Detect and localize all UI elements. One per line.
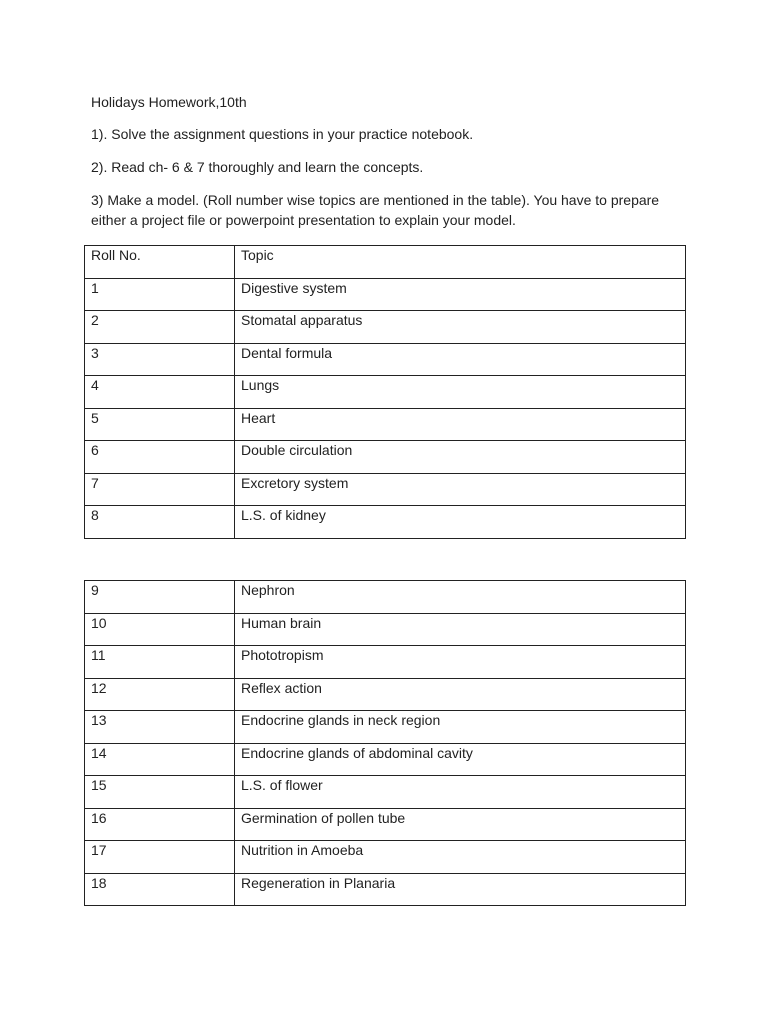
table-row [85, 613, 686, 646]
roll-no-cell: 18 [85, 873, 235, 906]
roll-no-cell: 1 [85, 278, 235, 311]
roll-no-cell: 17 [85, 841, 235, 874]
roll-no-cell: 13 [85, 711, 235, 744]
roll-no-cell: 7 [85, 473, 235, 506]
topic-cell: Regeneration in Planaria [235, 873, 686, 906]
table-row [85, 408, 686, 441]
topic-cell: Endocrine glands of abdominal cavity [235, 743, 686, 776]
table-row [85, 278, 686, 311]
topic-cell: Digestive system [235, 278, 686, 311]
table-row [85, 473, 686, 506]
topic-cell: Nephron [235, 581, 686, 614]
topic-cell: Double circulation [235, 441, 686, 474]
roll-no-cell: 4 [85, 376, 235, 409]
table-row [85, 343, 686, 376]
table-header-row [85, 246, 686, 279]
topic-cell: Dental formula [235, 343, 686, 376]
table-row [85, 776, 686, 809]
roll-no-cell: 5 [85, 408, 235, 441]
roll-no-cell: 12 [85, 678, 235, 711]
table-row [85, 743, 686, 776]
topic-cell: Nutrition in Amoeba [235, 841, 686, 874]
roll-no-cell: 8 [85, 506, 235, 539]
table-row [85, 873, 686, 906]
table-row [85, 581, 686, 614]
table-row [85, 808, 686, 841]
topic-cell: Germination of pollen tube [235, 808, 686, 841]
topic-cell: L.S. of flower [235, 776, 686, 809]
table-row [85, 678, 686, 711]
table-row [85, 506, 686, 539]
topic-cell: Endocrine glands in neck region [235, 711, 686, 744]
instruction-2: 2). Read ch- 6 & 7 thoroughly and learn the concepts. [91, 159, 424, 175]
header-topic: Topic [235, 246, 686, 279]
topics-table-1 [84, 245, 686, 539]
roll-no-cell: 11 [85, 646, 235, 679]
topics-table-2 [84, 580, 686, 906]
instruction-3: 3) Make a model. (Roll number wise topics are mentioned in the table). You have to prepare either a project file or powerpoint presentation to explain your model. [91, 192, 660, 228]
roll-no-cell: 6 [85, 441, 235, 474]
table-row [85, 711, 686, 744]
table-row [85, 841, 686, 874]
document-title: Holidays Homework,10th [91, 94, 247, 110]
topic-cell: Phototropism [235, 646, 686, 679]
topic-cell: L.S. of kidney [235, 506, 686, 539]
topic-cell: Lungs [235, 376, 686, 409]
table-row [85, 376, 686, 409]
roll-no-cell: 16 [85, 808, 235, 841]
roll-no-cell: 10 [85, 613, 235, 646]
roll-no-cell: 2 [85, 311, 235, 344]
table-row [85, 311, 686, 344]
roll-no-cell: 3 [85, 343, 235, 376]
topic-cell: Stomatal apparatus [235, 311, 686, 344]
table-row [85, 441, 686, 474]
topic-cell: Human brain [235, 613, 686, 646]
topic-cell: Heart [235, 408, 686, 441]
topic-cell: Reflex action [235, 678, 686, 711]
header-roll-no: Roll No. [85, 246, 235, 279]
topic-cell: Excretory system [235, 473, 686, 506]
table-row [85, 646, 686, 679]
roll-no-cell: 15 [85, 776, 235, 809]
roll-no-cell: 14 [85, 743, 235, 776]
instruction-1: 1). Solve the assignment questions in your practice notebook. [91, 126, 474, 142]
roll-no-cell: 9 [85, 581, 235, 614]
